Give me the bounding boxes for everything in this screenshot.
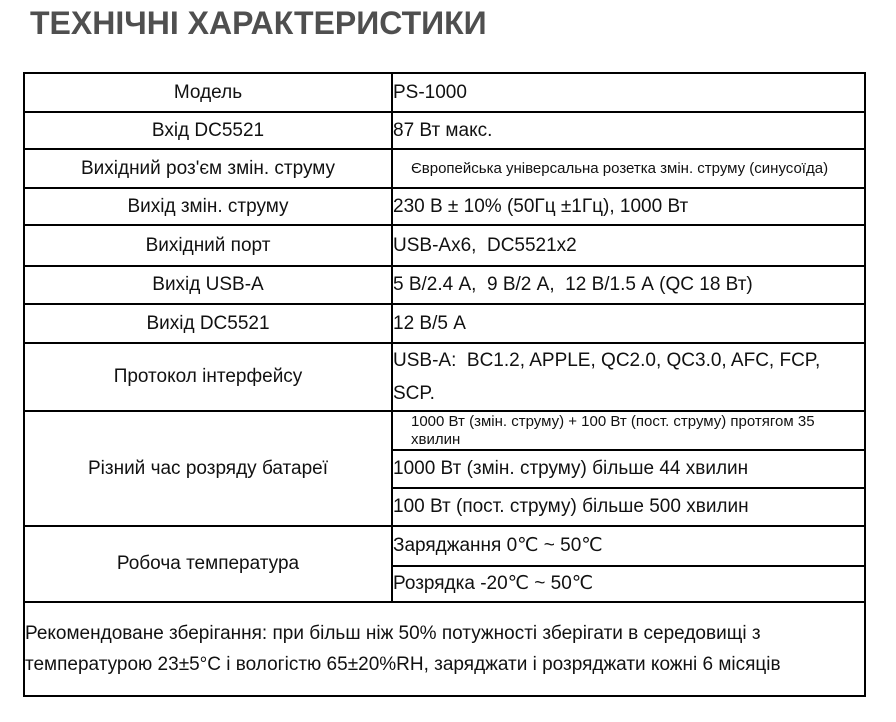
table-row — [24, 149, 865, 188]
spec-value-usb-a-output: 5 В/2.4 А, 9 В/2 А, 12 В/1.5 А (QC 18 Вт) — [392, 266, 865, 304]
spec-label-usb-a-output: Вихід USB-A — [24, 266, 392, 304]
spec-value-discharge-combined: 1000 Вт (змін. струму) + 100 Вт (пост. струму) протягом 35 хвилин — [392, 411, 865, 450]
spec-value-model: PS-1000 — [392, 73, 865, 112]
page-title: ТЕХНІЧНІ ХАРАКТЕРИСТИКИ — [30, 5, 487, 41]
specs-table — [23, 72, 866, 697]
storage-note: Рекомендоване зберігання: при більш ніж 50% потужності зберігати в середовищі з температурою 23±5°C і вологістю 65±20%RH, заряджати і розряджати кожні 6 місяців — [24, 602, 865, 696]
spec-label-work-temperature: Робоча температура — [24, 526, 392, 602]
spec-value-ac-socket: Європейська універсальна розетка змін. струму (синусоїда) — [392, 149, 865, 188]
table-row — [24, 304, 865, 343]
spec-label-ac-output: Вихід змін. струму — [24, 188, 392, 225]
spec-label-dc-input: Вхід DC5521 — [24, 112, 392, 149]
spec-value-charge-temperature: Заряджання 0℃ ~ 50℃ — [392, 526, 865, 566]
spec-value-protocol: USB-A: BC1.2, APPLE, QC2.0, QC3.0, AFC, FCP, SCP. — [392, 343, 865, 411]
table-row — [24, 225, 865, 266]
spec-label-ac-socket: Вихідний роз'єм змін. струму — [24, 149, 392, 188]
spec-value-output-port: USB-Ax6, DC5521x2 — [392, 225, 865, 266]
spec-value-dc-input: 87 Вт макс. — [392, 112, 865, 149]
table-row — [24, 526, 865, 566]
spec-value-dc-output: 12 В/5 А — [392, 304, 865, 343]
spec-value-discharge-temperature: Розрядка -20℃ ~ 50℃ — [392, 566, 865, 602]
table-row — [24, 602, 865, 696]
table-row — [24, 73, 865, 112]
spec-value-ac-output: 230 В ± 10% (50Гц ±1Гц), 1000 Вт — [392, 188, 865, 225]
spec-label-output-port: Вихідний порт — [24, 225, 392, 266]
spec-value-discharge-ac: 1000 Вт (змін. струму) більше 44 хвилин — [392, 450, 865, 488]
spec-label-discharge-time: Різний час розряду батареї — [24, 411, 392, 526]
spec-label-protocol: Протокол інтерфейсу — [24, 343, 392, 411]
spec-value-discharge-dc: 100 Вт (пост. струму) більше 500 хвилин — [392, 488, 865, 526]
table-row — [24, 343, 865, 411]
spec-label-model: Модель — [24, 73, 392, 112]
spec-label-dc-output: Вихід DC5521 — [24, 304, 392, 343]
table-row — [24, 411, 865, 450]
table-row — [24, 188, 865, 225]
table-row — [24, 266, 865, 304]
table-row — [24, 112, 865, 149]
